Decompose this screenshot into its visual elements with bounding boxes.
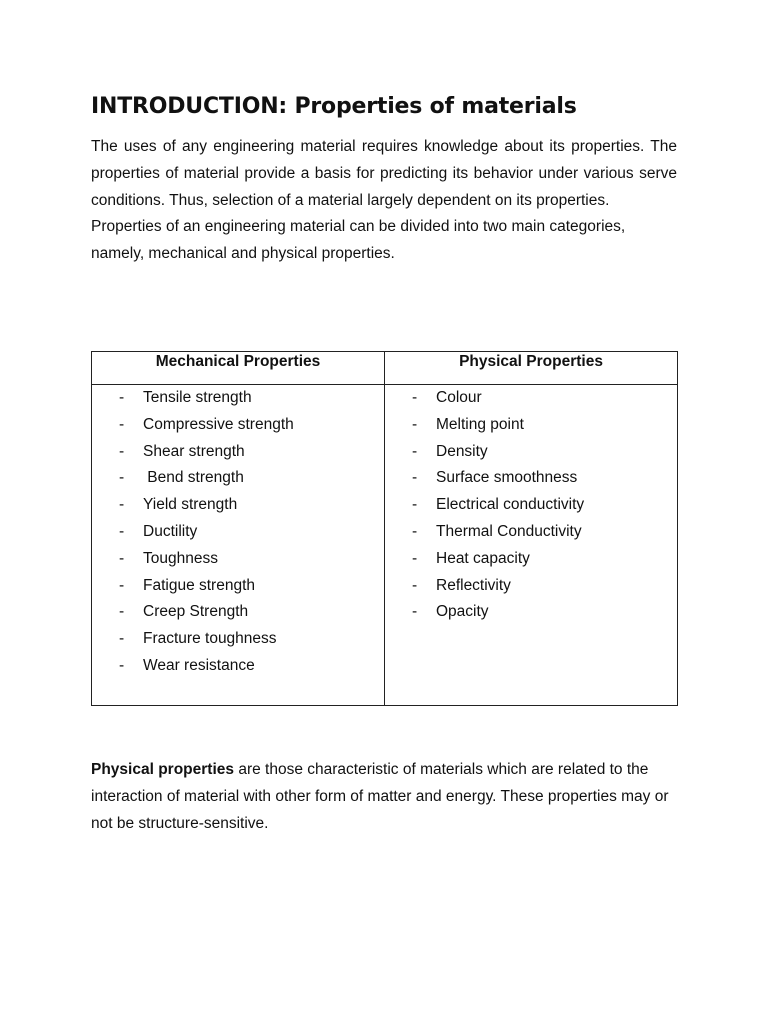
list-item — [92, 653, 384, 680]
list-item-label: Shear strength — [143, 442, 245, 460]
list-item — [92, 439, 384, 466]
intro-paragraph-2: Properties of an engineering material can be divided into two main categories, namely, mechanical and physical properties. — [91, 218, 626, 263]
bullet-dash: - — [412, 469, 418, 487]
bullet-dash: - — [412, 389, 418, 406]
bullet-dash: - — [119, 389, 125, 406]
list-item-label: Thermal Conductivity — [436, 522, 582, 540]
list-item — [385, 412, 677, 439]
list-item-label: Compressive strength — [143, 415, 294, 433]
intro-section — [91, 134, 677, 268]
list-item — [385, 519, 677, 546]
bullet-dash: - — [119, 469, 125, 487]
properties-table — [91, 351, 678, 706]
bullet-dash: - — [119, 415, 125, 433]
bullet-dash: - — [412, 576, 418, 594]
bullet-dash: - — [119, 549, 125, 567]
list-item-label: Ductility — [143, 522, 198, 540]
list-item — [385, 465, 677, 492]
list-item — [385, 439, 677, 466]
summary-text: are those characteristic of materials which are related to the interaction of material with other form of matter and energy. These properties may or not be structure-sensitive. — [91, 761, 669, 832]
list-item — [92, 492, 384, 519]
physical-cell — [385, 385, 678, 706]
bullet-dash: - — [412, 549, 418, 567]
list-item-label: Surface smoothness — [436, 469, 578, 487]
list-item — [92, 465, 384, 492]
page-title: INTRODUCTION: Properties of materials — [91, 94, 577, 119]
bullet-dash: - — [119, 603, 125, 621]
list-item-label: Fracture toughness — [143, 630, 277, 648]
list-item-label: Tensile strength — [143, 389, 252, 406]
table-header-row — [92, 352, 678, 385]
list-item-label: Reflectivity — [436, 576, 511, 594]
bullet-dash: - — [412, 603, 418, 621]
list-item — [385, 492, 677, 519]
mechanical-properties-list — [92, 385, 384, 680]
list-item-label: Wear resistance — [143, 656, 255, 674]
list-item-label: Heat capacity — [436, 549, 530, 567]
physical-properties-list — [385, 385, 677, 626]
list-item — [92, 573, 384, 600]
list-item-label: Toughness — [143, 549, 218, 567]
summary-bold-term: Physical properties — [91, 761, 235, 778]
list-item — [385, 385, 677, 412]
intro-paragraph-1: The uses of any engineering material requires knowledge about its properties. The properties of material provide a basis for predicting its behavior under various serve conditions. Thus, selection of a material largely dependent on its properties. — [91, 138, 677, 209]
summary-paragraph — [91, 757, 677, 837]
list-item — [92, 626, 384, 653]
bullet-dash: - — [119, 496, 125, 514]
list-item-label: Fatigue strength — [143, 576, 256, 594]
bullet-dash: - — [119, 576, 125, 594]
bullet-dash: - — [412, 442, 418, 460]
list-item — [92, 519, 384, 546]
list-item-label: Density — [436, 442, 488, 460]
list-item — [92, 599, 384, 626]
bullet-dash: - — [412, 522, 418, 540]
list-item-label: Bend strength — [143, 469, 244, 487]
list-item-label: Colour — [436, 389, 482, 406]
list-item-label: Yield strength — [143, 496, 238, 514]
table-body-row — [92, 385, 678, 706]
list-item — [385, 599, 677, 626]
list-item — [92, 385, 384, 412]
bullet-dash: - — [119, 522, 125, 540]
bullet-dash: - — [119, 630, 125, 648]
list-item — [92, 546, 384, 573]
mechanical-cell — [92, 385, 385, 706]
list-item-label: Creep Strength — [143, 603, 249, 621]
bullet-dash: - — [119, 656, 125, 674]
list-item-label: Electrical conductivity — [436, 496, 585, 514]
header-mechanical: Mechanical Properties — [92, 352, 385, 385]
list-item-label: Melting point — [436, 415, 524, 433]
bullet-dash: - — [119, 442, 125, 460]
bullet-dash: - — [412, 415, 418, 433]
bullet-dash: - — [412, 496, 418, 514]
header-physical: Physical Properties — [385, 352, 678, 385]
list-item — [385, 546, 677, 573]
list-item — [92, 412, 384, 439]
list-item — [385, 573, 677, 600]
list-item-label: Opacity — [436, 603, 489, 621]
